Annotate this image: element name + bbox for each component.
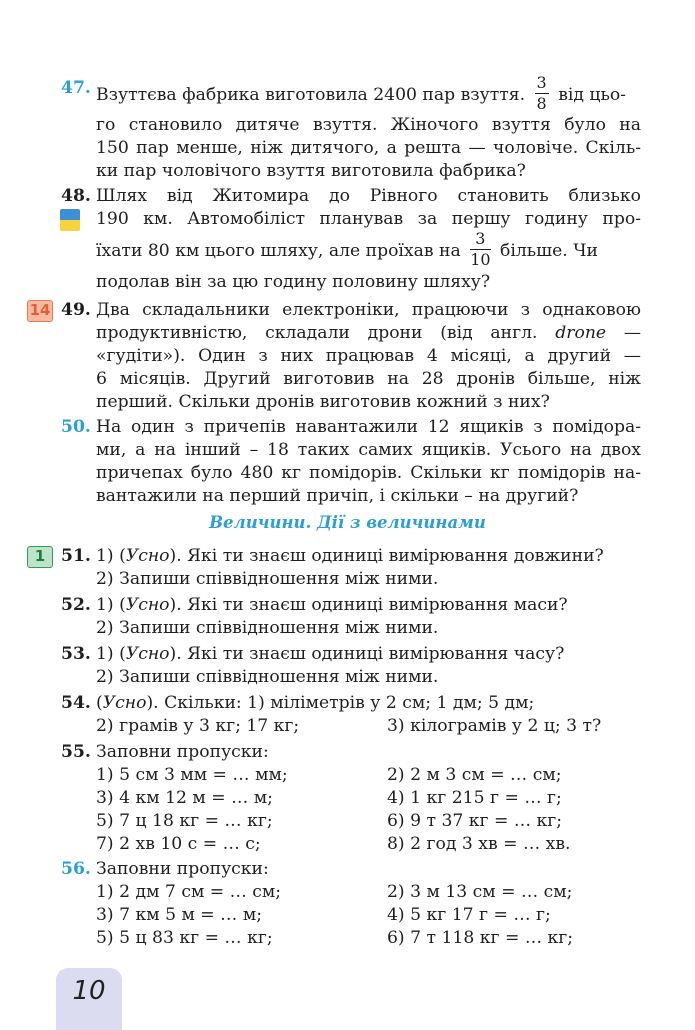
problem-50-line-1: На один з причепів навантажили 12 ящиків з помідора-	[96, 417, 641, 437]
problem-50-line-3: причепах було 480 кг помідорів. Скільки кг помідорів на-	[96, 463, 641, 483]
exercise-item: 7) 2 хв 10 с = … с;	[96, 834, 261, 854]
italic-word: Усно	[125, 644, 170, 664]
problem-55	[61, 741, 641, 856]
problem-51-part-2: 2) Запиши співвідношення між ними.	[96, 569, 439, 589]
problem-47-line-2: го становило дитяче взуття. Жіночого взуття було на	[96, 115, 641, 135]
problem-number: 52.	[61, 595, 91, 615]
exercise-row	[96, 881, 641, 904]
exercise-row	[96, 810, 641, 833]
italic-word: Усно	[125, 595, 170, 615]
text: —	[623, 323, 641, 343]
problem-53-part-1	[96, 643, 641, 666]
problem-49-line-4: 6 місяців. Другий виготовив на 28 дронів більше, ніж	[96, 369, 641, 389]
difficulty-badge-1: 1	[27, 546, 53, 568]
exercise-item: 4) 5 кг 17 г = … г;	[387, 905, 551, 925]
problem-48	[61, 185, 641, 294]
problem-50-line-2: ми, а на інший – 18 таких самих ящиків. Усього на двох	[96, 440, 641, 460]
page-number: 10	[72, 976, 106, 1006]
exercise-row	[96, 833, 641, 856]
exercise-row	[96, 927, 641, 950]
problem-49-line-5: перший. Скільки дронів виготовив кожний з них?	[96, 392, 550, 412]
text: більше. Чи	[500, 241, 598, 261]
problem-47	[61, 73, 641, 183]
problem-48-line-3	[96, 231, 641, 271]
problem-47-line-3: 150 пар менше, ніж дитячого, а решта — чоловіче. Скіль-	[96, 138, 641, 158]
problem-50	[61, 416, 641, 508]
problem-number: 56.	[61, 859, 91, 879]
problem-53-part-2: 2) Запиши співвідношення між ними.	[96, 667, 439, 687]
text: 1) (	[96, 644, 126, 664]
problem-number: 50.	[61, 417, 91, 437]
exercise-row	[96, 787, 641, 810]
text: (	[96, 693, 103, 713]
exercise-item: 5) 7 ц 18 кг = … кг;	[96, 811, 273, 831]
exercise-item: 1) 2 дм 7 см = … см;	[96, 882, 282, 902]
exercise-item: 1) 5 см 3 мм = … мм;	[96, 765, 288, 785]
text: 1) (	[96, 546, 126, 566]
problem-number: 49.	[61, 300, 91, 320]
problem-47-line-1	[96, 73, 641, 114]
italic-word: drone	[555, 323, 607, 343]
text: ). Скільки: 1) міліметрів у 2 см; 1 дм; 5 дм;	[146, 693, 535, 713]
section-heading: Величини. Дії з величинами	[209, 513, 486, 532]
problem-number: 54.	[61, 693, 91, 713]
problem-48-line-1: Шлях від Житомира до Рівного становить близько	[96, 186, 641, 206]
problem-55-title: Заповни пропуски:	[96, 742, 269, 762]
problem-56	[61, 858, 641, 950]
problem-52	[61, 594, 641, 640]
exercise-item: 3) 7 км 5 м = … м;	[96, 905, 262, 925]
problem-50-line-4: вантажили на перший причіп, і скільки – на другий?	[96, 486, 579, 506]
exercise-item: 6) 9 т 37 кг = … кг;	[387, 811, 563, 831]
italic-word: Усно	[125, 546, 170, 566]
numerator: 3	[536, 73, 547, 92]
problem-49-line-3: «гудіти»). Один з них працював 4 місяці, а другий —	[96, 346, 641, 366]
denominator: 8	[536, 94, 547, 113]
problem-49-line-2	[96, 322, 641, 345]
denominator: 10	[470, 250, 491, 269]
exercise-item: 5) 5 ц 83 кг = … кг;	[96, 928, 273, 948]
problem-number: 53.	[61, 644, 91, 664]
italic-word: Усно	[102, 693, 147, 713]
problem-51	[61, 545, 641, 591]
text: продуктивністю, складали дрони (від англ.	[96, 323, 538, 343]
exercise-item: 6) 7 т 118 кг = … кг;	[387, 928, 574, 948]
exercise-row	[96, 764, 641, 787]
problem-number: 47.	[61, 78, 91, 98]
text: ). Які ти знаєш одиниці вимірювання часу?	[169, 644, 565, 664]
exercise-item: 3) 4 км 12 м = … м;	[96, 788, 273, 808]
problem-49-line-1: Два складальники електроніки, працюючи з однаковою	[96, 300, 641, 320]
text: ). Які ти знаєш одиниці вимірювання довжини?	[169, 546, 604, 566]
exercise-item: 2) 3 м 13 см = … см;	[387, 882, 573, 902]
text: від цьо-	[558, 85, 626, 105]
problem-number: 55.	[61, 742, 91, 762]
problem-47-line-4: ки пар чоловічого взуття виготовила фабрика?	[96, 161, 526, 181]
sub-question: 3) кілограмів у 2 ц; 3 т?	[387, 716, 602, 736]
fraction-3-10	[470, 231, 490, 268]
problem-49	[61, 299, 641, 414]
exercise-item: 4) 1 кг 215 г = … г;	[387, 788, 562, 808]
problem-48-line-2: 190 км. Автомобіліст планував за першу годину про-	[96, 209, 641, 229]
exercise-row	[96, 904, 641, 927]
problem-54-line-1	[96, 692, 641, 715]
text: їхати 80 км цього шляху, але проїхав на	[96, 241, 461, 261]
problem-52-part-2: 2) Запиши співвідношення між ними.	[96, 618, 439, 638]
problem-54	[61, 692, 641, 738]
sub-question: 2) грамів у 3 кг; 17 кг;	[96, 716, 300, 736]
problem-56-title: Заповни пропуски:	[96, 859, 269, 879]
problem-54-line-2	[96, 715, 641, 738]
problem-number: 48.	[61, 186, 91, 206]
numerator: 3	[470, 231, 490, 250]
exercise-item: 8) 2 год 3 хв = … хв.	[387, 834, 571, 854]
text: ). Які ти знаєш одиниці вимірювання маси?	[169, 595, 568, 615]
difficulty-badge-14: 14	[27, 300, 53, 322]
text: Взуттєва фабрика виготовила 2400 пар взуття.	[96, 85, 526, 105]
problem-52-part-1	[96, 594, 641, 617]
exercise-item: 2) 2 м 3 см = … см;	[387, 765, 562, 785]
problem-number: 51.	[61, 546, 91, 566]
problem-53	[61, 643, 641, 689]
problem-51-part-1	[96, 545, 641, 568]
problem-48-line-4: подолав він за цю годину половину шляху?	[96, 272, 491, 292]
fraction-3-8	[535, 75, 549, 112]
text: 1) (	[96, 595, 126, 615]
